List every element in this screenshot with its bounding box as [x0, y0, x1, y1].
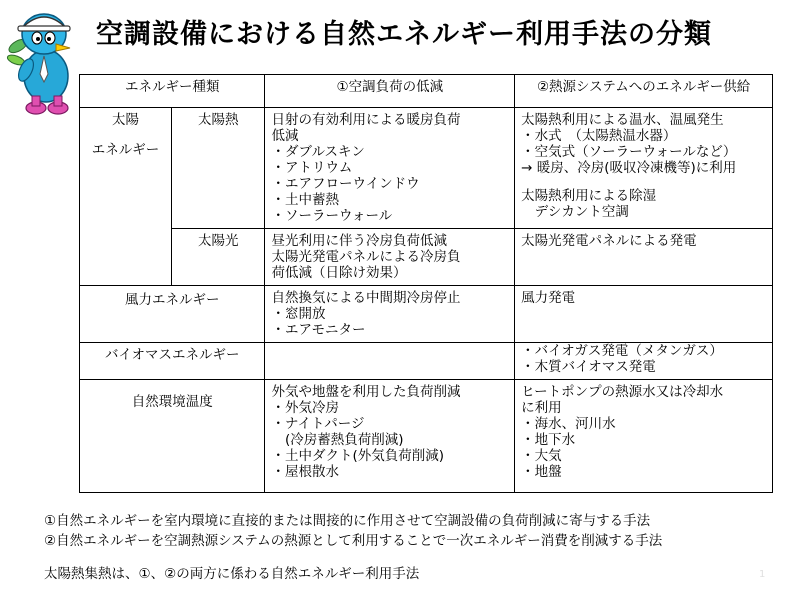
list-item: 太陽熱利用による除湿: [521, 188, 657, 204]
list-item: ・水式 （太陽熱温水器）: [521, 128, 677, 144]
subcategory-solar-heat: 太陽熱: [171, 108, 265, 229]
mascot-illustration: [4, 4, 84, 122]
header-load-reduction: ①空調負荷の低減: [265, 75, 515, 108]
list-item: ・ソーラーウォール: [271, 208, 393, 224]
list-item: ・外気冷房: [271, 400, 339, 416]
list-item: ・地下水: [521, 432, 576, 448]
table-row-solar-light: [80, 229, 773, 286]
list-item: 太陽光発電パネルによる冷房負: [271, 249, 461, 265]
cell-wind-supply: [515, 286, 773, 343]
list-item: ・地盤: [521, 464, 562, 480]
list-item: 日射の有効利用による暖房負荷: [271, 112, 461, 128]
list-item: 荷低減（日除け効果）: [271, 265, 407, 281]
spacer: [521, 176, 766, 188]
list-item: ・木質バイオマス発電: [521, 359, 656, 375]
cell-env-reduce: [265, 380, 515, 493]
table-row-environment: [80, 380, 773, 493]
cell-solar-heat-reduce: [265, 108, 515, 229]
category-solar-line1: 太陽: [111, 112, 139, 128]
note-1: ①自然エネルギーを室内環境に直接的または間接的に作用させて空調設備の負荷削減に寄与する手法: [44, 513, 651, 529]
table-header-row: [80, 75, 773, 108]
table-row-wind: [80, 286, 773, 343]
table-row-biomass: [80, 343, 773, 380]
note-2: ②自然エネルギーを空調熱源システムの熱源として利用することで一次エネルギー消費を削減する手法: [44, 533, 663, 549]
cell-biomass-supply: [515, 343, 773, 380]
list-item: ヒートポンプの熱源水又は冷却水: [521, 384, 724, 400]
list-item: ・バイオガス発電（メタンガス）: [521, 343, 723, 359]
page-title: 空調設備における自然エネルギー利用手法の分類: [96, 19, 712, 50]
header-energy-type: エネルギー種類: [80, 75, 265, 108]
cell-solar-light-supply: [515, 229, 773, 286]
list-item: ・土中蓄熱: [271, 192, 339, 208]
list-item: ・土中ダクト(外気負荷削減): [271, 448, 445, 464]
list-item: デシカント空調: [521, 204, 629, 220]
list-item: 昼光利用に伴う冷房負荷低減: [271, 233, 447, 249]
list-item: に利用: [521, 400, 562, 416]
list-item: ・海水、河川水: [521, 416, 616, 432]
list-item: ・アトリウム: [271, 160, 353, 176]
page-number: 1: [759, 569, 766, 580]
list-item: ・エアフローウインドウ: [271, 176, 420, 192]
classification-table: [79, 74, 773, 493]
cell-biomass-reduce: [265, 343, 515, 380]
list-item: ・ダブルスキン: [271, 144, 365, 160]
list-item: 太陽光発電パネルによる発電: [521, 233, 697, 249]
subcategory-solar-light: 太陽光: [171, 229, 265, 286]
list-item: 風力発電: [521, 290, 576, 306]
list-item: ・ナイトパージ: [271, 416, 365, 432]
cell-env-supply: [515, 380, 773, 493]
category-wind-energy: 風力エネルギー: [80, 286, 265, 343]
footnote: 太陽熱集熱は、①、②の両方に係わる自然エネルギー利用手法: [44, 566, 420, 582]
list-item: ・窓開放: [271, 306, 326, 322]
list-item: 自然換気による中間期冷房停止: [271, 290, 461, 306]
header-heat-source-supply: ②熱源システムへのエネルギー供給: [515, 75, 773, 108]
category-natural-env-temp: 自然環境温度: [80, 380, 265, 493]
category-solar-line2: エネルギー: [91, 142, 160, 158]
list-item: ・屋根散水: [271, 464, 339, 480]
list-item: ・エアモニター: [271, 322, 366, 338]
cell-solar-light-reduce: [265, 229, 515, 286]
list-item: 外気や地盤を利用した負荷削減: [271, 384, 461, 400]
category-solar-energy: [80, 108, 172, 286]
list-item: (冷房蓄熱負荷削減): [271, 432, 404, 448]
cell-solar-heat-supply: [515, 108, 773, 229]
cell-wind-reduce: [265, 286, 515, 343]
category-biomass-energy: バイオマスエネルギー: [80, 343, 265, 380]
definition-notes: [44, 511, 662, 551]
table-row-solar-heat: [80, 108, 773, 229]
list-item: 太陽熱利用による温水、温風発生: [521, 112, 724, 128]
list-item: → 暖房、冷房(吸収冷凍機等)に利用: [521, 160, 737, 176]
list-item: 低減: [271, 128, 299, 144]
list-item: ・空気式（ソーラーウォールなど）: [521, 144, 737, 160]
list-item: ・大気: [521, 448, 562, 464]
